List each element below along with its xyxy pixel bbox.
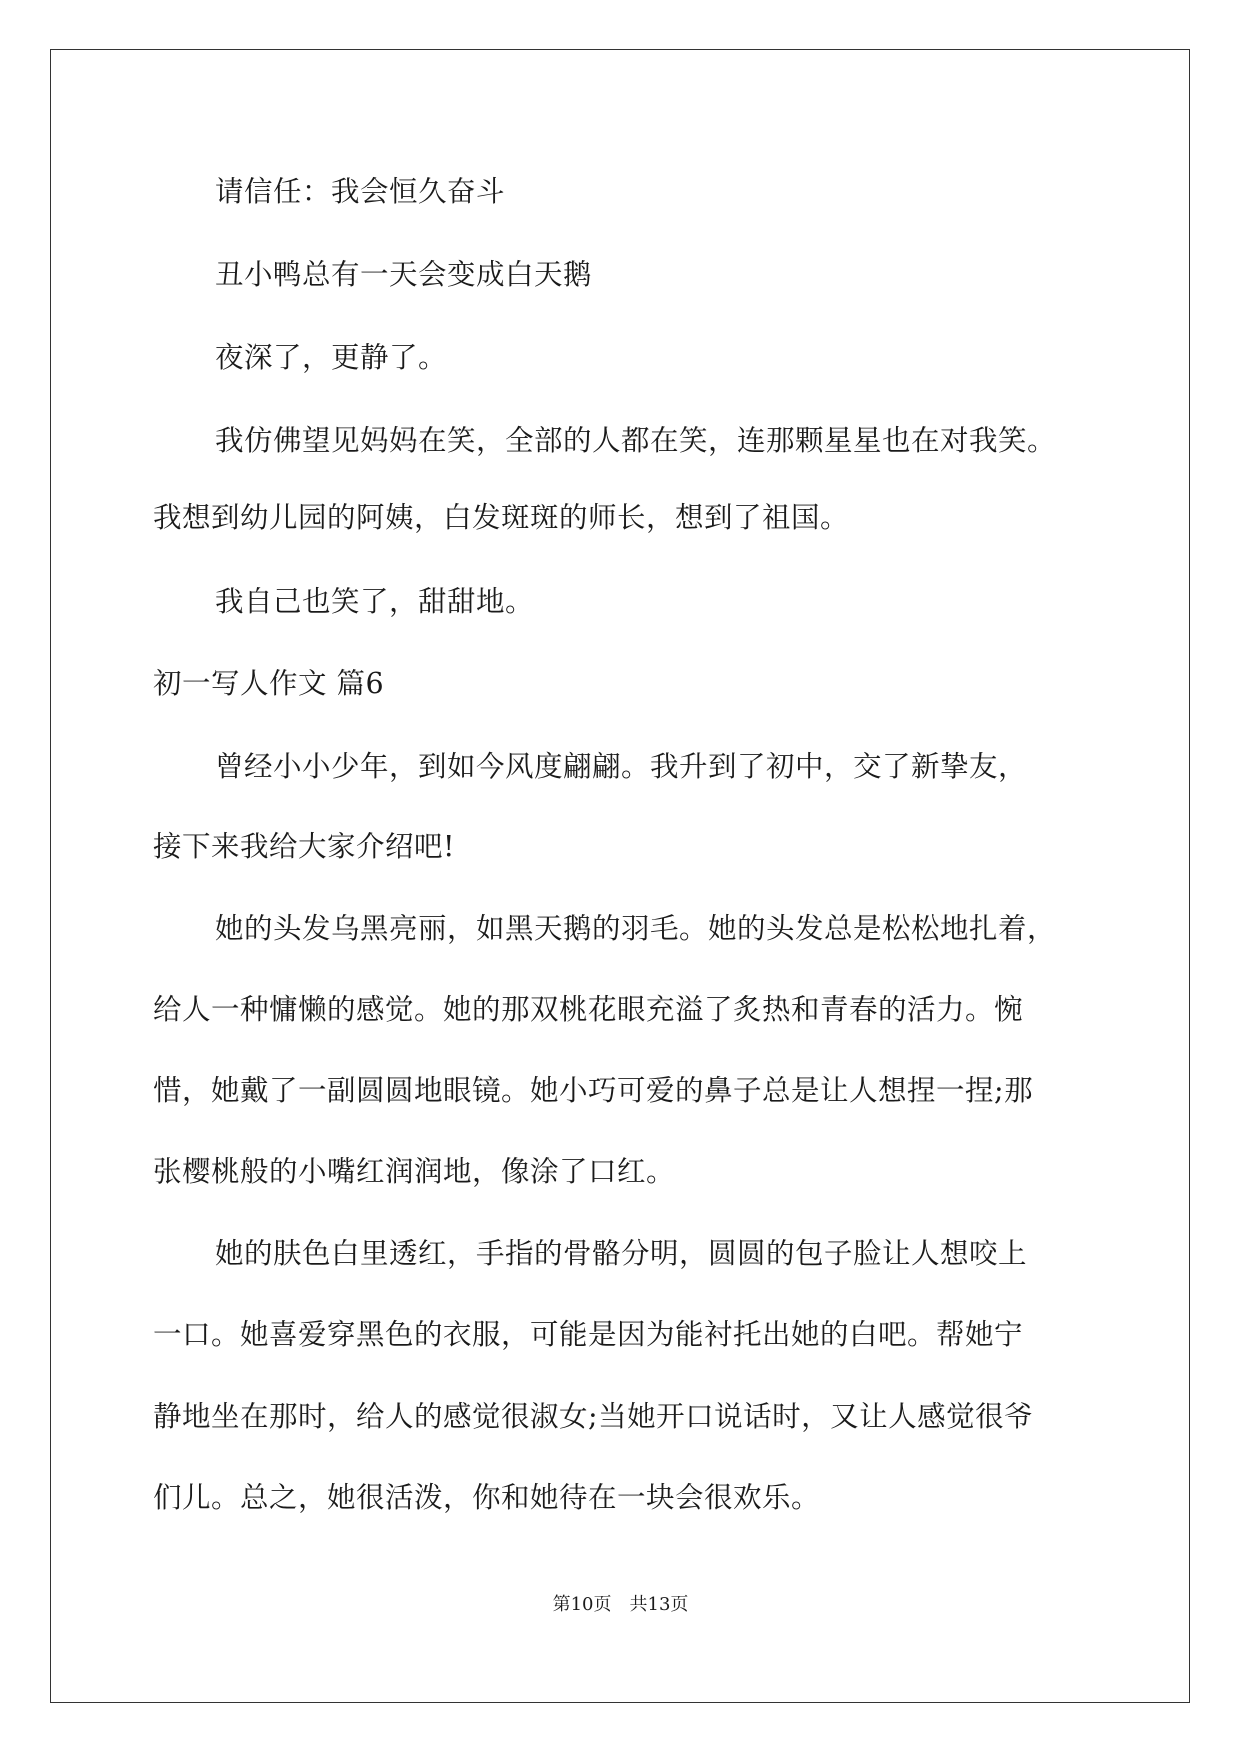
paragraph-line: 接下来我给大家介绍吧! (153, 830, 455, 863)
paragraph-line: 我自己也笑了，甜甜地。 (215, 585, 535, 618)
paragraph-line: 我仿佛望见妈妈在笑，全部的人都在笑，连那颗星星也在对我笑。 (215, 424, 1057, 457)
page-footer (0, 1593, 1241, 1617)
paragraph-line: 曾经小小少年，到如今风度翩翩。我升到了初中，交了新挚友， (215, 750, 1028, 783)
paragraph-line: 们儿。总之，她很活泼，你和她待在一块会很欢乐。 (153, 1481, 821, 1514)
total-pages: 共13页 (629, 1594, 689, 1615)
page-number: 第10页 (552, 1594, 612, 1615)
section-heading: 初一写人作文 篇6 (153, 667, 385, 700)
paragraph-line: 一口。她喜爱穿黑色的衣服，可能是因为能衬托出她的白吧。帮她宁 (153, 1318, 1024, 1351)
page-border (50, 49, 1190, 1703)
paragraph-line: 静地坐在那时，给人的感觉很淑女;当她开口说话时，又让人感觉很爷 (153, 1400, 1034, 1433)
paragraph-line: 惜，她戴了一副圆圆地眼镜。她小巧可爱的鼻子总是让人想捏一捏;那 (153, 1074, 1034, 1107)
paragraph-line: 给人一种慵懒的感觉。她的那双桃花眼充溢了炙热和青春的活力。惋 (153, 993, 1024, 1026)
paragraph-line: 请信任：我会恒久奋斗 (215, 175, 506, 208)
paragraph-line: 丑小鸭总有一天会变成白天鹅 (215, 258, 593, 291)
paragraph-line: 她的头发乌黑亮丽，如黑天鹅的羽毛。她的头发总是松松地扎着， (215, 912, 1057, 945)
paragraph-line: 夜深了，更静了。 (215, 341, 448, 374)
paragraph-line: 我想到幼儿园的阿姨，白发斑斑的师长，想到了祖国。 (153, 501, 850, 534)
paragraph-line: 她的肤色白里透红，手指的骨骼分明，圆圆的包子脸让人想咬上 (215, 1237, 1028, 1270)
paragraph-line: 张樱桃般的小嘴红润润地，像涂了口红。 (153, 1155, 676, 1188)
